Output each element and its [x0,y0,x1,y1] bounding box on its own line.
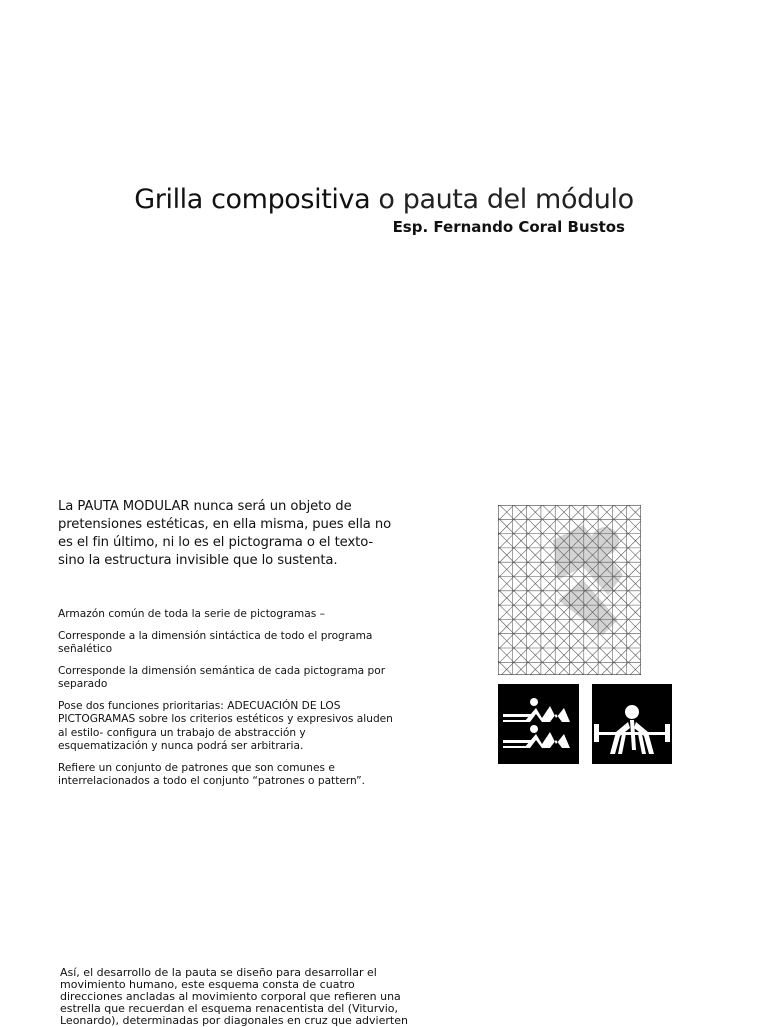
lead-suffix: nunca será un objeto de pretensiones estéticas, en ella misma, pues ella no es el fin último, ni lo es el pictograma o el texto- sino la estructura invisible que lo sustenta. [58,499,392,568]
points-list [58,608,398,797]
title-strong: Grilla compositiva [134,184,371,215]
bottom-paragraph: Así, el desarrollo de la pauta se diseño para desarrollar el movimiento humano, este esquema consta de cuatro direcciones ancladas al movimiento corporal que refieren una estrella que recuerdan el esquema renacentista del (Viturvio, Leonardo), determinadas por diagonales en cruz que advierten [60,966,408,1027]
swimming-pictogram-icon [498,684,579,764]
point-item: Corresponde la dimensión semántica de cada pictograma por separado [58,664,386,690]
point-item: Corresponde a la dimensión sintáctica de todo el programa señalético [58,629,373,655]
author-subtitle: Esp. Fernando Coral Bustos [392,218,625,236]
point-item: Pose dos funciones prioritarias: ADECUACIÓN DE LOS PICTOGRAMAS sobre los criterios estéticos y expresivos aluden al estilo- configura un trabajo de abstracción y esquematización y nunca podrá ser arbitraria. [58,699,393,752]
point-item: Refiere un conjunto de patrones que son comunes e interrelacionados a todo el conjunto “patrones o pattern”. [58,761,366,787]
modular-grid-figure [498,505,641,675]
lead-prefix: La [58,499,78,514]
page-title [0,183,768,217]
lead-highlight: PAUTA MODULAR [77,499,190,514]
title-light: o pauta del módulo [370,184,634,215]
weightlifting-pictogram-icon [592,684,672,764]
lead-paragraph [58,498,393,570]
point-item: Armazón común de toda la serie de pictogramas – [58,608,325,620]
